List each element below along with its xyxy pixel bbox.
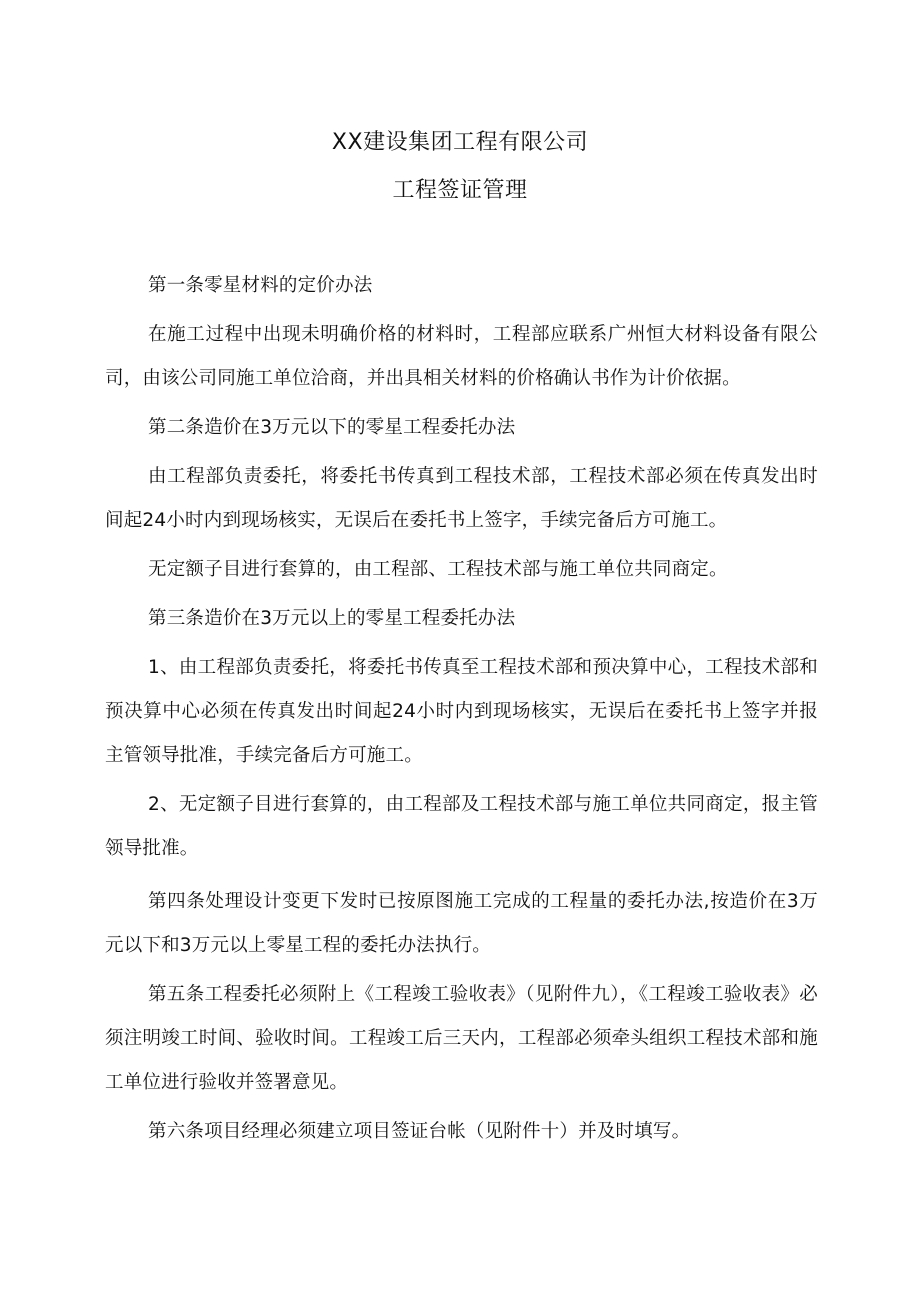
article-2-note: 无定额子目进行套算的，由工程部、工程技术部与施工单位共同商定。 (148, 559, 728, 580)
article-4: 第四条处理设计变更下发时已按原图施工完成的工程量的委托办法,按造价在3万元以下和3万元以上零星工程的委托办法执行。 (105, 891, 818, 956)
article-1-heading: 第一条零星材料的定价办法 (148, 275, 373, 296)
article-3-item-1: 1、由工程部负责委托，将委托书传真至工程技术部和预决算中心，工程技术部和预决算中心必须在传真发出时间起24小时内到现场核实，无误后在委托书上签字并报主管领导批准，手续完备后方可施工。 (105, 657, 818, 766)
document-body (105, 264, 818, 1154)
document-title: 工程签证管理 (392, 178, 528, 203)
article-6: 第六条项目经理必须建立项目签证台帐（见附件十）并及时填写。 (148, 1121, 691, 1142)
article-1-text: 在施工过程中出现未明确价格的材料时，工程部应联系广州恒大材料设备有限公司，由该公司同施工单位洽商，并出具相关材料的价格确认书作为计价依据。 (105, 324, 818, 389)
article-3-heading: 第三条造价在3万元以上的零星工程委托办法 (148, 608, 516, 629)
article-3-item-2: 2、无定额子目进行套算的，由工程部及工程技术部与施工单位共同商定，报主管领导批准。 (105, 794, 818, 859)
article-2-heading: 第二条造价在3万元以下的零星工程委托办法 (148, 417, 516, 438)
article-2-text: 由工程部负责委托，将委托书传真到工程技术部，工程技术部必须在传真发出时间起24小时内到现场核实，无误后在委托书上签字，手续完备后方可施工。 (105, 466, 818, 531)
article-5: 第五条工程委托必须附上《工程竣工验收表》（见附件九），《工程竣工验收表》必须注明竣工时间、验收时间。工程竣工后三天内，工程部必须牵头组织工程技术部和施工单位进行验收并签署意见。 (105, 984, 818, 1093)
company-title: XX建设集团工程有限公司 (331, 130, 589, 155)
